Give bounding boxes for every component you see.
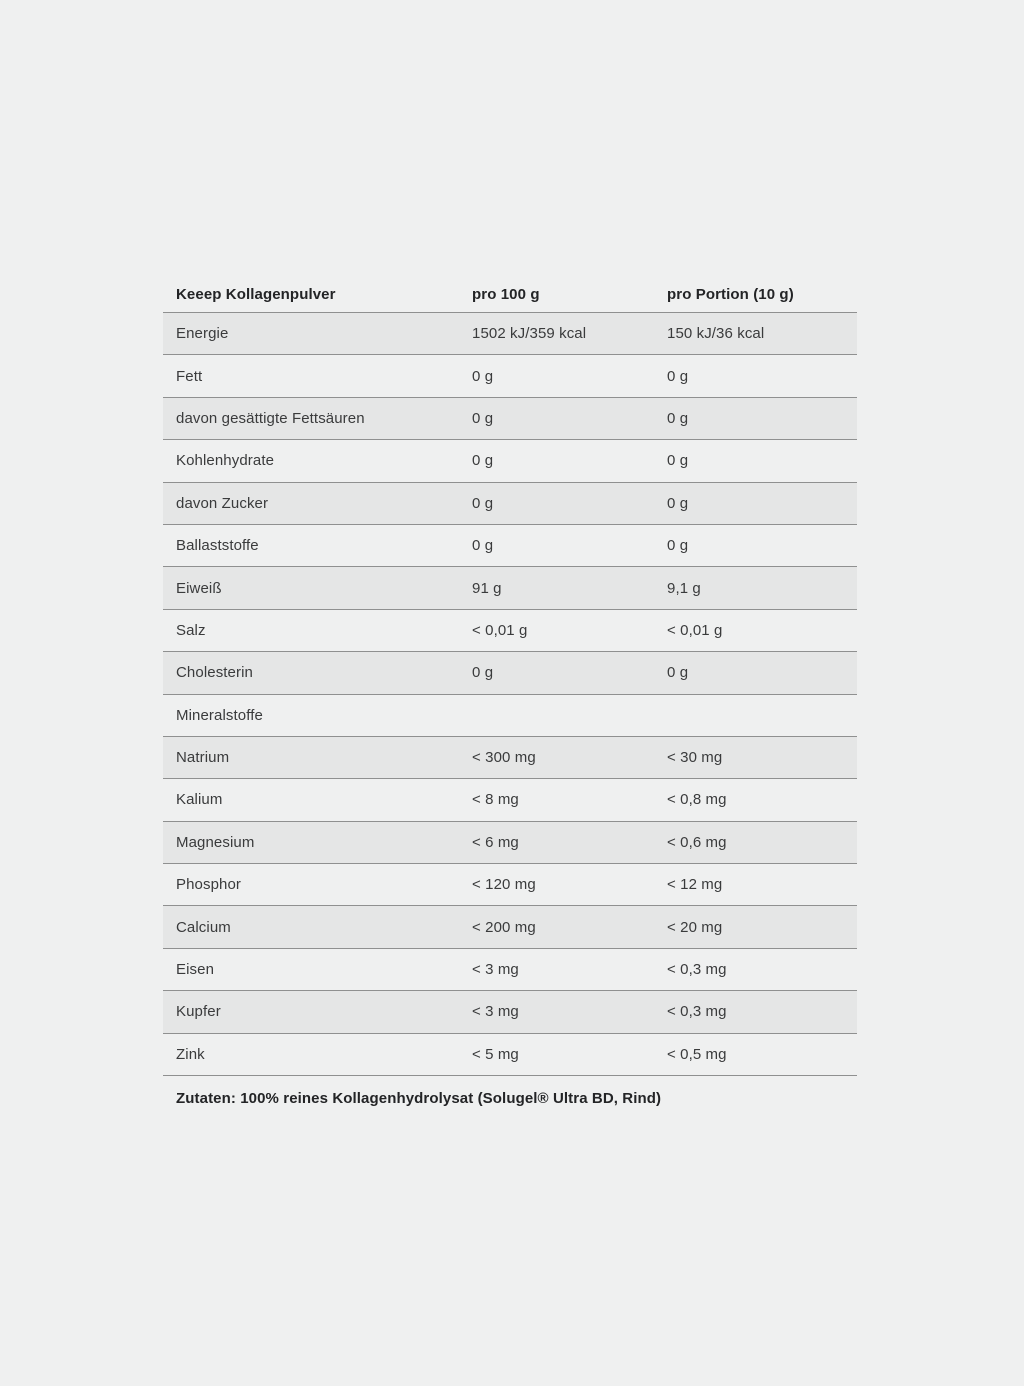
- value-per-100g: < 6 mg: [472, 833, 519, 851]
- value-per-portion: 150 kJ/36 kcal: [667, 325, 765, 343]
- nutrient-label: Kupfer: [176, 1003, 221, 1021]
- value-per-100g: < 3 mg: [472, 961, 519, 979]
- value-per-100g: < 3 mg: [472, 1003, 519, 1021]
- nutrient-label: Cholesterin: [176, 664, 253, 682]
- table-row: [163, 991, 857, 1033]
- value-per-portion: 0 g: [667, 452, 689, 470]
- nutrient-label: Zink: [176, 1045, 205, 1063]
- nutrition-table-header: [163, 277, 857, 313]
- table-row: [163, 483, 857, 525]
- value-per-portion: 0 g: [667, 664, 689, 682]
- nutrition-table: [163, 277, 857, 1107]
- value-per-portion: < 0,5 mg: [667, 1045, 727, 1063]
- nutrient-label: Natrium: [176, 749, 230, 767]
- table-row: [163, 313, 857, 355]
- value-per-portion: < 0,01 g: [667, 621, 723, 639]
- nutrient-label: Kohlenhydrate: [176, 452, 275, 470]
- nutrient-label: Ballaststoffe: [176, 537, 259, 555]
- table-row: [163, 864, 857, 906]
- value-per-100g: 0 g: [472, 537, 494, 555]
- value-per-100g: 0 g: [472, 367, 494, 385]
- column-header-per-100g: pro 100 g: [472, 286, 540, 303]
- table-row: [163, 610, 857, 652]
- nutrient-label: davon Zucker: [176, 494, 269, 512]
- nutrient-label: Salz: [176, 621, 206, 639]
- table-row: [163, 1034, 857, 1076]
- value-per-100g: 1502 kJ/359 kcal: [472, 325, 587, 343]
- nutrient-label: Fett: [176, 367, 203, 385]
- value-per-portion: 0 g: [667, 537, 689, 555]
- table-row: [163, 398, 857, 440]
- value-per-portion: 9,1 g: [667, 579, 701, 597]
- table-row: [163, 652, 857, 694]
- nutrition-table-body: [163, 313, 857, 1076]
- table-row: [163, 737, 857, 779]
- nutrient-label: Energie: [176, 325, 229, 343]
- nutrient-label: Mineralstoffe: [176, 706, 263, 724]
- value-per-portion: < 0,6 mg: [667, 833, 727, 851]
- table-row: [163, 525, 857, 567]
- nutrient-label: Phosphor: [176, 876, 242, 894]
- value-per-portion: 0 g: [667, 494, 689, 512]
- table-row: [163, 355, 857, 397]
- table-row: [163, 906, 857, 948]
- column-header-per-portion: pro Portion (10 g): [667, 286, 794, 303]
- ingredients-text: Zutaten: 100% reines Kollagenhydrolysat (Solugel® Ultra BD, Rind): [176, 1090, 662, 1108]
- value-per-100g: < 5 mg: [472, 1045, 519, 1063]
- nutrient-label: Magnesium: [176, 833, 255, 851]
- value-per-100g: < 120 mg: [472, 876, 536, 894]
- value-per-100g: 0 g: [472, 409, 494, 427]
- nutrient-label: Eisen: [176, 961, 215, 979]
- value-per-100g: < 300 mg: [472, 749, 536, 767]
- value-per-100g: < 0,01 g: [472, 621, 528, 639]
- nutrient-label: Eiweiß: [176, 579, 222, 597]
- table-row: [163, 949, 857, 991]
- value-per-100g: < 200 mg: [472, 918, 536, 936]
- value-per-100g: 91 g: [472, 579, 502, 597]
- table-title: Keeep Kollagenpulver: [176, 286, 336, 303]
- table-row: [163, 567, 857, 609]
- nutrient-label: Calcium: [176, 918, 231, 936]
- nutrient-label: Kalium: [176, 791, 223, 809]
- table-row: [163, 440, 857, 482]
- value-per-100g: 0 g: [472, 664, 494, 682]
- value-per-portion: 0 g: [667, 367, 689, 385]
- value-per-portion: < 0,3 mg: [667, 1003, 727, 1021]
- value-per-100g: < 8 mg: [472, 791, 519, 809]
- table-row: [163, 779, 857, 821]
- value-per-portion: < 0,3 mg: [667, 961, 727, 979]
- value-per-portion: < 12 mg: [667, 876, 723, 894]
- nutrient-label: davon gesättigte Fettsäuren: [176, 409, 365, 427]
- value-per-100g: 0 g: [472, 452, 494, 470]
- value-per-portion: 0 g: [667, 409, 689, 427]
- value-per-portion: < 30 mg: [667, 749, 723, 767]
- table-row: [163, 695, 857, 737]
- value-per-100g: 0 g: [472, 494, 494, 512]
- value-per-portion: < 20 mg: [667, 918, 723, 936]
- value-per-portion: < 0,8 mg: [667, 791, 727, 809]
- table-row: [163, 822, 857, 864]
